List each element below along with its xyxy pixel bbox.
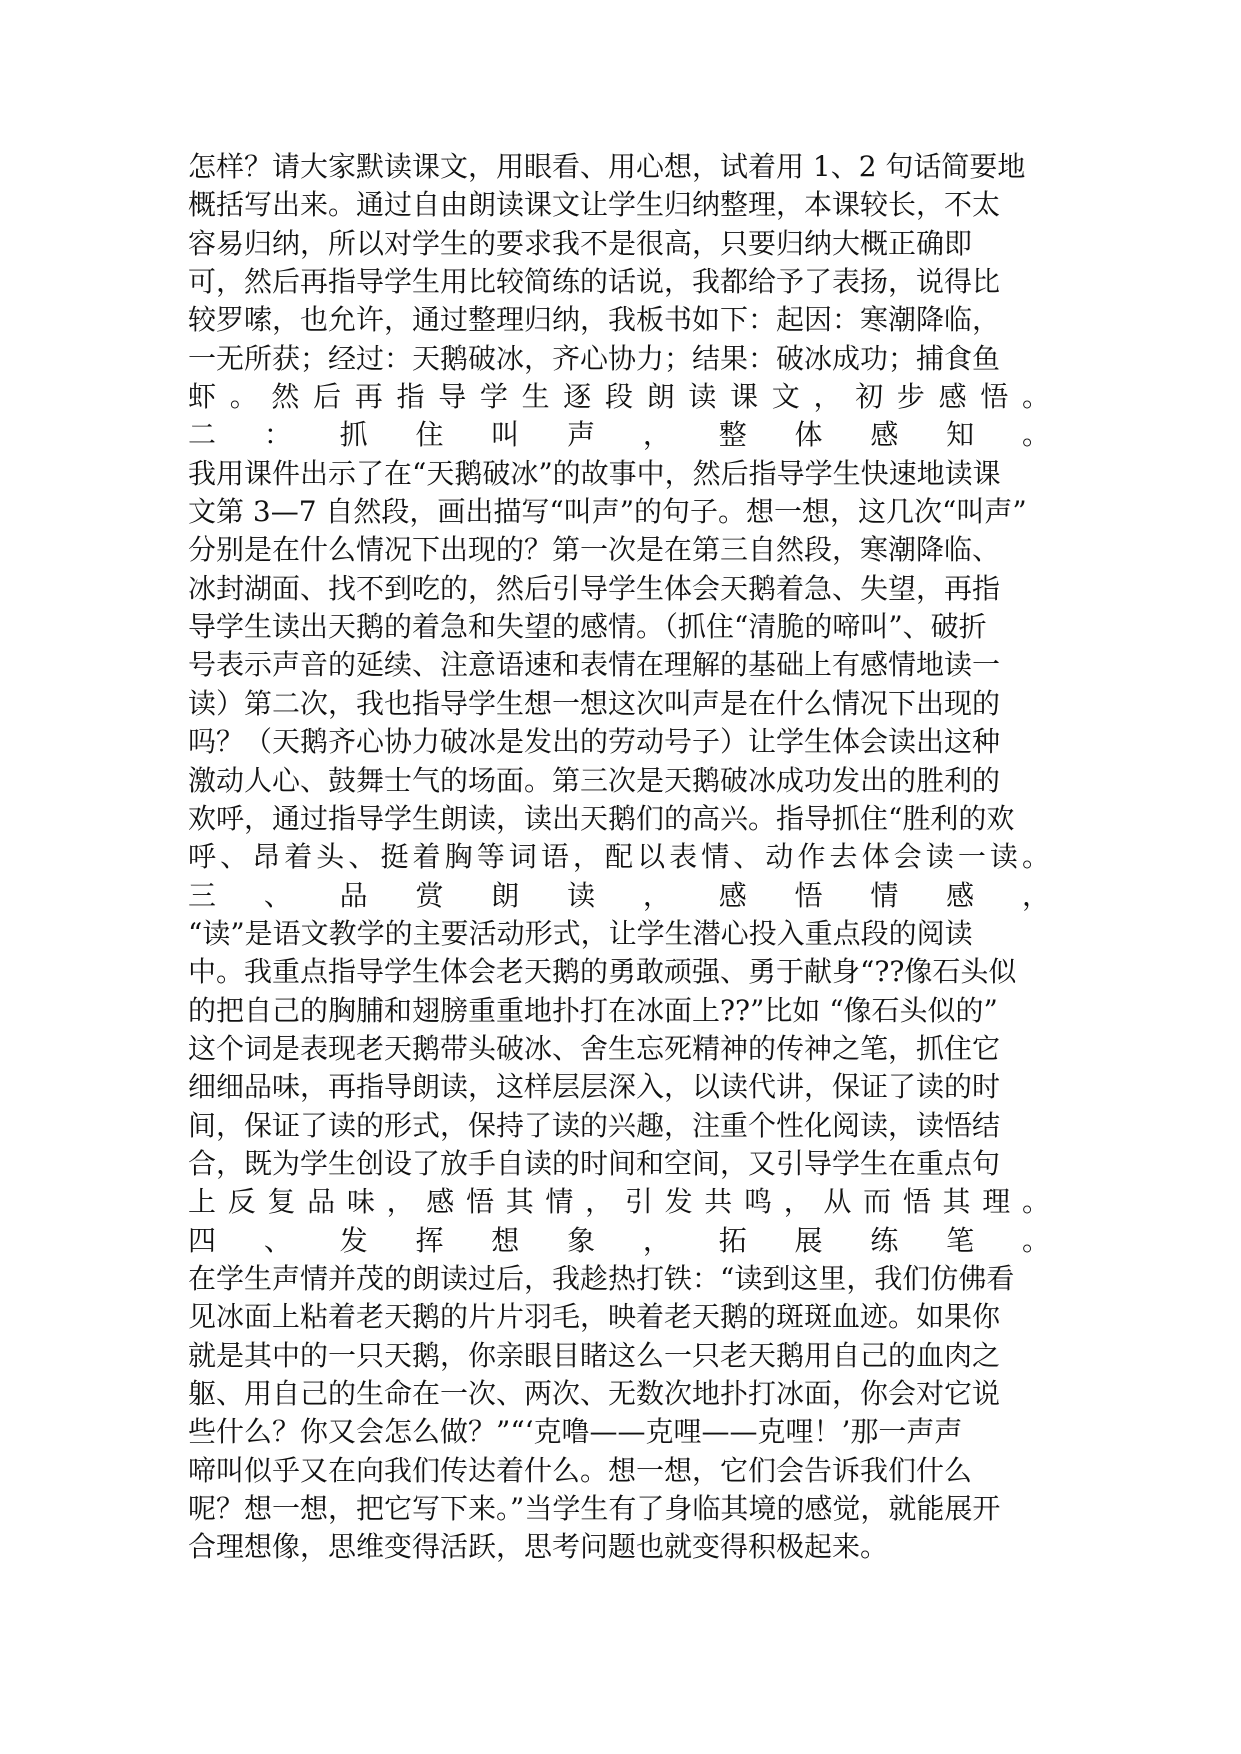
- text-line: 就是其中的一只天鹅，你亲眼目睹这么一只老天鹅用自己的血肉之: [188, 1338, 1001, 1372]
- text-line: 在学生声情并茂的朗读过后，我趁热打铁：“读到这里，我们仿佛看: [188, 1261, 1015, 1295]
- text-line: 冰封湖面、找不到吃的，然后引导学生体会天鹅着急、失望，再指: [188, 571, 1001, 605]
- text-line: 三 、 品 赏 朗 读 ， 感 悟 情 感 ，: [188, 878, 1050, 912]
- text-line: 分别是在什么情况下出现的？第一次是在第三自然段，寒潮降临、: [188, 533, 1001, 567]
- text-line: 的把自己的胸脯和翅膀重重地扑打在冰面上??”比如 “像石头似的”: [188, 993, 998, 1027]
- text-line: 这个词是表现老天鹅带头破冰、舍生忘死精神的传神之笔，抓住它: [188, 1031, 1001, 1065]
- text-line: 合理想像，思维变得活跃，思考问题也就变得积极起来。: [188, 1530, 889, 1564]
- text-line: 见冰面上粘着老天鹅的片片羽毛，映着老天鹅的斑斑血迹。如果你: [188, 1300, 1001, 1334]
- text-line: 呼、昂着头、挺着胸等词语，配以表情、动作去体会读一读。: [188, 840, 1050, 874]
- text-line: 容易归纳，所以对学生的要求我不是很高，只要归纳大概正确即: [188, 226, 973, 260]
- text-line: 呢？想一想，把它写下来。”当学生有了身临其境的感觉，就能展开: [188, 1492, 1001, 1526]
- text-line: 合，既为学生创设了放手自读的时间和空间，又引导学生在重点句: [188, 1146, 1001, 1180]
- text-line: 啼叫似乎又在向我们传达着什么。想一想，它们会告诉我们什么: [188, 1453, 973, 1487]
- text-line: 躯、用自己的生命在一次、两次、无数次地扑打冰面，你会对它说: [188, 1377, 1001, 1410]
- text-line: 较罗嗦，也允许，通过整理归纳，我板书如下：起因：寒潮降临，: [188, 303, 1001, 337]
- document-body: [188, 148, 1050, 1567]
- text-line: 些什么？你又会怎么做？”“‘克噜——克哩——克哩！’那一声声: [188, 1415, 963, 1449]
- text-line: 读）第二次，我也指导学生想一想这次叫声是在什么情况下出现的: [188, 686, 1001, 720]
- text-line: 号表示声音的延续、注意语速和表情在理解的基础上有感情地读一: [188, 648, 1001, 682]
- text-line: 可，然后再指导学生用比较简练的话说，我都给予了表扬，说得比: [188, 265, 1001, 299]
- text-line: “读”是语文教学的主要活动形式，让学生潜心投入重点段的阅读: [188, 916, 973, 950]
- text-line: 一无所获；经过：天鹅破冰，齐心协力；结果：破冰成功；捕食鱼: [188, 341, 1001, 375]
- text-line: 文第 3—7 自然段，画出描写“叫声”的句子。想一想，这几次“叫声”: [188, 495, 1027, 529]
- text-line: 四 、 发 挥 想 象 ， 拓 展 练 笔 。: [188, 1223, 1050, 1257]
- text-line: 导学生读出天鹅的着急和失望的感情。（抓住“清脆的啼叫”、破折: [188, 610, 987, 644]
- text-line: 细细品味，再指导朗读，这样层层深入，以读代讲，保证了读的时: [188, 1070, 1001, 1104]
- text-line: 二 ： 抓 住 叫 声 ， 整 体 感 知 。: [188, 418, 1050, 452]
- text-line: 虾 。 然 后 再 指 导 学 生 逐 段 朗 读 课 文 ， 初 步 感 悟 。: [188, 380, 1050, 414]
- text-line: 怎样？请大家默读课文，用眼看、用心想，试着用 1、2 句话简要地: [188, 150, 1026, 183]
- text-line: 上 反 复 品 味 ， 感 悟 其 情 ， 引 发 共 鸣 ， 从 而 悟 其 理 。: [188, 1185, 1050, 1219]
- text-line: 我用课件出示了在“天鹅破冰”的故事中，然后指导学生快速地读课: [188, 456, 1001, 490]
- text-line: 激动人心、鼓舞士气的场面。第三次是天鹅破冰成功发出的胜利的: [188, 763, 1001, 797]
- text-line: 中。我重点指导学生体会老天鹅的勇敢顽强、勇于献身“??像石头似: [188, 955, 1017, 989]
- text-line: 概括写出来。通过自由朗读课文让学生归纳整理，本课较长，不太: [188, 188, 1001, 222]
- text-line: 欢呼，通过指导学生朗读，读出天鹅们的高兴。指导抓住“胜利的欢: [188, 801, 1015, 835]
- text-line: 间，保证了读的形式，保持了读的兴趣，注重个性化阅读，读悟结: [188, 1108, 1001, 1142]
- text-line: 吗？（天鹅齐心协力破冰是发出的劳动号子）让学生体会读出这种: [188, 725, 1001, 759]
